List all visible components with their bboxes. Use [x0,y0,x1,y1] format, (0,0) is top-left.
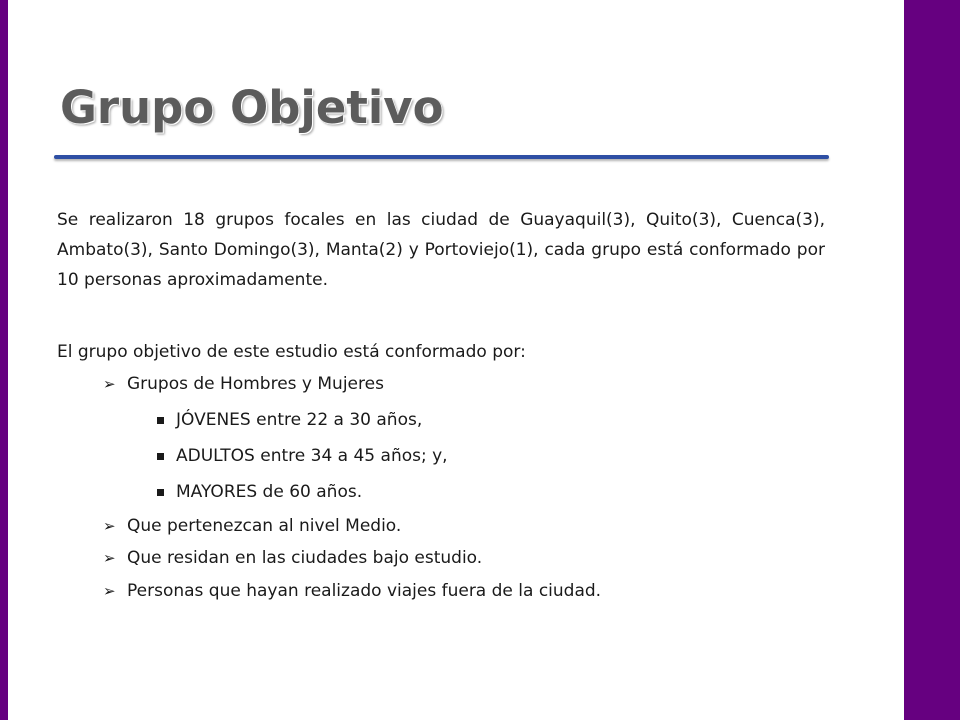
title-underline [54,155,829,159]
list-item [103,511,401,541]
list-item-text: Que pertenezcan al nivel Medio. [127,516,402,536]
list-item [157,405,422,435]
list-item-text: JÓVENES entre 22 a 30 años, [176,410,423,430]
list-item-text: Grupos de Hombres y Mujeres [127,374,384,394]
list-item [157,441,448,471]
list-item [103,369,384,399]
list-item-text: MAYORES de 60 años. [176,482,363,502]
list-item [103,543,482,573]
list-item-text: Personas que hayan realizado viajes fuera de la ciudad. [127,581,602,601]
square-icon [157,489,164,496]
list-item [103,576,601,606]
list-item-text: Que residan en las ciudades bajo estudio. [127,548,483,568]
arrow-icon: ➢ [103,549,116,567]
arrow-icon: ➢ [103,517,116,535]
square-icon [157,417,164,424]
intro-paragraph: Se realizaron 18 grupos focales en las ciudad de Guayaquil(3), Quito(3), Cuenca(3), Ambato(3), Santo Domingo(3), Manta(2) y Portoviejo(1), cada grupo está conformado por 10 personas aproximadamente. [57,210,825,290]
right-accent-bar [904,0,960,720]
left-accent-bar [0,0,8,720]
arrow-icon: ➢ [103,582,116,600]
arrow-icon: ➢ [103,375,116,393]
lead-sentence: El grupo objetivo de este estudio está conformado por: [57,342,526,362]
slide-body [57,205,825,601]
square-icon [157,453,164,460]
slide-title: Grupo Objetivo [60,81,444,134]
list-item-text: ADULTOS entre 34 a 45 años; y, [176,446,448,466]
list-item [157,477,362,507]
